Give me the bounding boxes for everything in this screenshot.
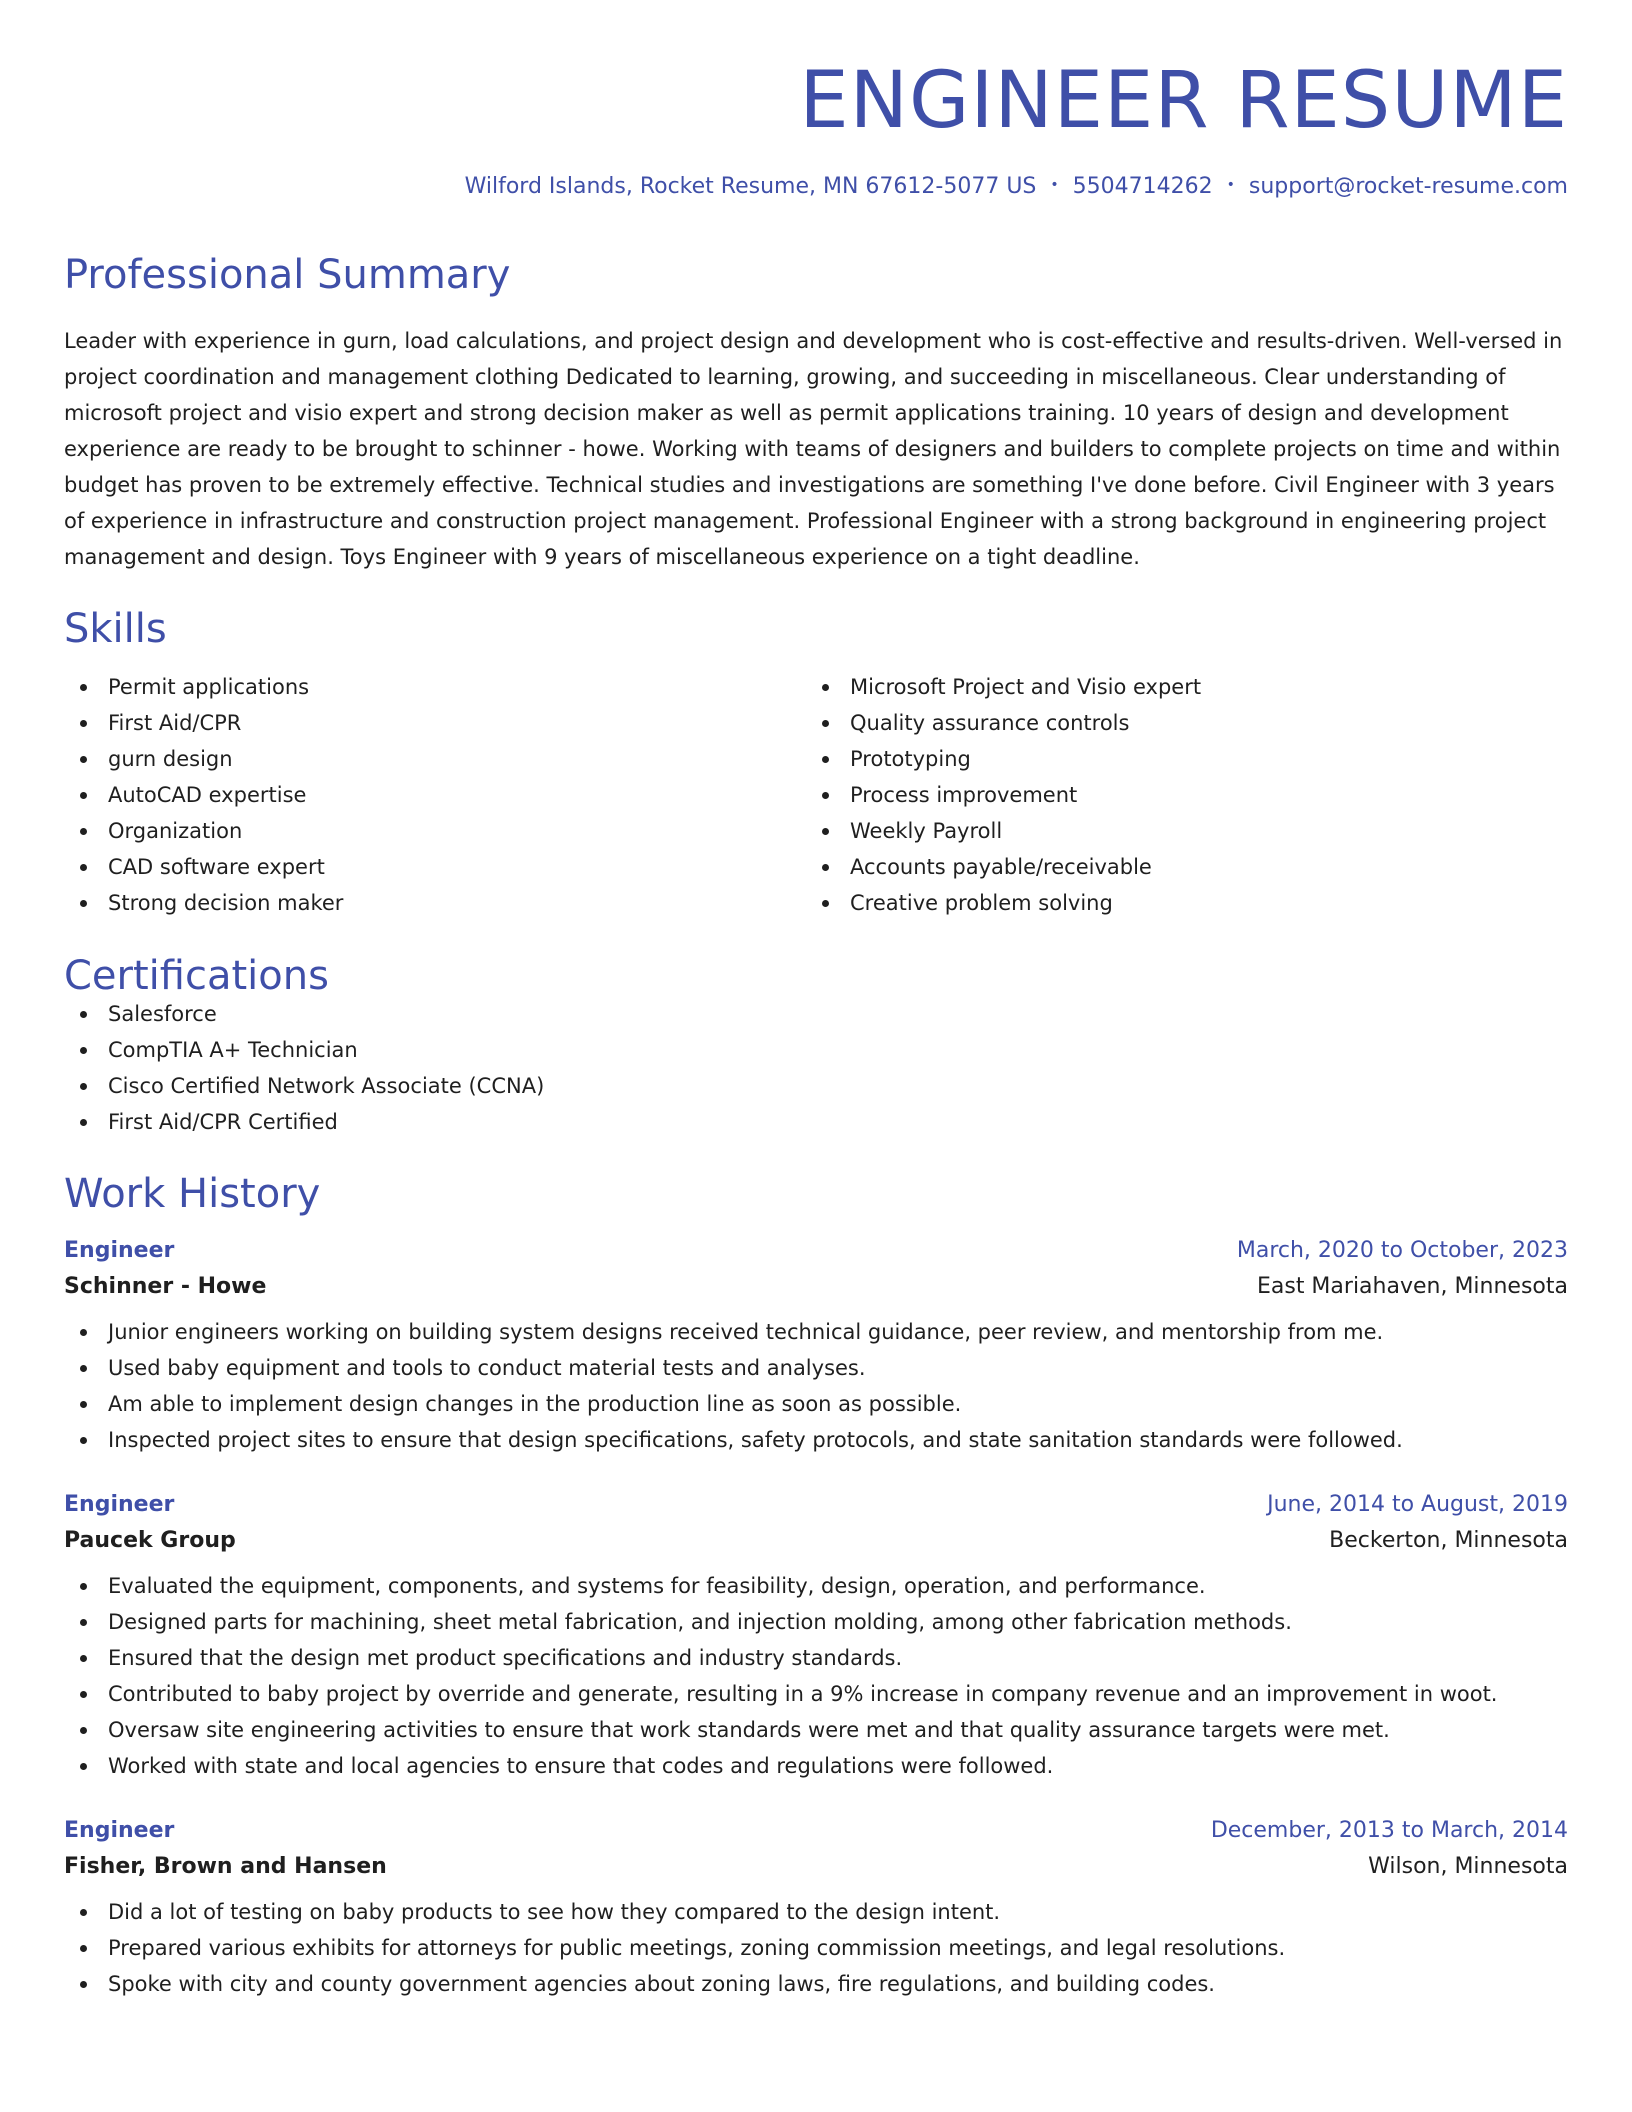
skill-item — [806, 777, 1548, 813]
skill-item — [64, 741, 806, 777]
job-header — [64, 1240, 1568, 1262]
job-bullet-text: Designed parts for machining, sheet metal fabrication, and injection molding, among other fabrication methods. — [108, 1610, 1292, 1634]
summary-heading: Professional Summary — [64, 252, 511, 298]
skill-item-text: Strong decision maker — [108, 891, 344, 915]
bullet-dot — [822, 792, 829, 799]
skill-item-text: Quality assurance controls — [850, 711, 1130, 735]
skill-item-text: First Aid/CPR — [108, 711, 242, 735]
skills-list-left — [64, 669, 806, 921]
skills-heading: Skills — [64, 606, 167, 652]
job-role: Engineer — [64, 1818, 175, 1843]
bullet-dot — [80, 1047, 87, 1054]
contact-address: Wilford Islands, Rocket Resume, MN 67612-5077 US — [464, 174, 1037, 199]
job-bullet — [64, 1568, 1568, 1604]
bullet-dot — [80, 1437, 87, 1444]
bullet-dot — [80, 720, 87, 727]
job-bullet — [64, 1894, 1568, 1930]
job-bullet-text: Worked with state and local agencies to ensure that codes and regulations were followed. — [108, 1754, 1054, 1778]
job-dates: December, 2013 to March, 2014 — [1210, 1818, 1568, 1843]
skill-item — [806, 705, 1548, 741]
skill-item — [64, 813, 806, 849]
contact-line — [64, 176, 1568, 198]
job-bullet — [64, 1712, 1568, 1748]
skill-item-text: Microsoft Project and Visio expert — [850, 675, 1202, 699]
job-bullet — [64, 1314, 1568, 1350]
skill-item-text: Process improvement — [850, 783, 1078, 807]
contact-email[interactable]: support@rocket-resume.com — [1248, 174, 1568, 199]
skill-item — [64, 885, 806, 921]
skill-item — [64, 705, 806, 741]
bullet-dot — [80, 900, 87, 907]
job-bullet — [64, 1604, 1568, 1640]
skill-item — [806, 849, 1548, 885]
bullet-dot — [80, 1401, 87, 1408]
certification-item-text: First Aid/CPR Certified — [108, 1110, 338, 1134]
skill-item-text: CAD software expert — [108, 855, 325, 879]
certifications-list — [64, 996, 1568, 1140]
job-bullet-text: Junior engineers working on building system designs received technical guidance, peer review, and mentorship from me. — [108, 1320, 1384, 1344]
job-bullets — [64, 1314, 1568, 1458]
separator-dot: • — [1226, 177, 1235, 193]
bullet-dot — [80, 1583, 87, 1590]
job-company: Schinner - Howe — [64, 1274, 267, 1299]
skill-item-text: Prototyping — [850, 747, 971, 771]
job-subheader — [64, 1856, 1568, 1878]
skill-item-text: Weekly Payroll — [850, 819, 1003, 843]
job-bullet-text: Prepared various exhibits for attorneys for public meetings, zoning commission meetings, and legal resolutions. — [108, 1936, 1286, 1960]
resume-page — [64, 0, 1568, 2002]
job-subheader — [64, 1530, 1568, 1552]
job-bullet — [64, 1966, 1568, 2002]
job-bullet-text: Am able to implement design changes in the production line as soon as possible. — [108, 1392, 962, 1416]
skill-item — [806, 813, 1548, 849]
job-entry — [64, 1494, 1568, 1784]
skill-item — [64, 669, 806, 705]
job-role: Engineer — [64, 1238, 175, 1263]
job-bullet — [64, 1676, 1568, 1712]
job-dates: March, 2020 to October, 2023 — [1236, 1238, 1568, 1263]
skill-item — [64, 777, 806, 813]
bullet-dot — [80, 1763, 87, 1770]
job-bullet — [64, 1640, 1568, 1676]
separator-dot: • — [1050, 177, 1059, 193]
bullet-dot — [80, 1691, 87, 1698]
certifications-heading: Certifications — [64, 953, 329, 999]
skill-item-text: Permit applications — [108, 675, 310, 699]
job-subheader — [64, 1276, 1568, 1298]
job-location: East Mariahaven, Minnesota — [1256, 1274, 1568, 1299]
job-bullet-text: Did a lot of testing on baby products to see how they compared to the design intent. — [108, 1900, 1001, 1924]
certification-item — [64, 1032, 1568, 1068]
skill-item — [806, 741, 1548, 777]
bullet-dot — [80, 1945, 87, 1952]
bullet-dot — [80, 1329, 87, 1336]
resume-title: ENGINEER RESUME — [799, 56, 1568, 146]
bullet-dot — [822, 864, 829, 871]
bullet-dot — [80, 1365, 87, 1372]
job-bullet-text: Used baby equipment and tools to conduct material tests and analyses. — [108, 1356, 866, 1380]
skill-item-text: AutoCAD expertise — [108, 783, 307, 807]
bullet-dot — [80, 1083, 87, 1090]
bullet-dot — [822, 720, 829, 727]
skills-column-left — [64, 669, 806, 921]
job-company: Paucek Group — [64, 1528, 236, 1553]
bullet-dot — [80, 756, 87, 763]
bullet-dot — [80, 1119, 87, 1126]
job-header — [64, 1494, 1568, 1516]
job-bullet-text: Oversaw site engineering activities to ensure that work standards were met and that quality assurance targets were met. — [108, 1718, 1390, 1742]
bullet-dot — [80, 1655, 87, 1662]
contact-phone[interactable]: 5504714262 — [1072, 174, 1213, 199]
job-bullets — [64, 1894, 1568, 2002]
summary-text: Leader with experience in gurn, load calculations, and project design and development who is cost-effective and results-driven. Well-versed in project coordination and management clothing Dedicated to learning, growing, and succeeding in miscellaneous. Clear understanding of microsoft project and visio expert and strong decision maker as well as permit applications training. 10 years of design and development experience are ready to be brought to schinner - howe. Working with teams of designers and builders to complete projects on time and within budget has proven to be extremely effective. Technical studies and investigations are something I've done before. Civil Engineer with 3 years of experience in infrastructure and construction project management. Professional Engineer with a strong background in engineering project management and design. Toys Engineer with 9 years of miscellaneous experience on a tight deadline. — [64, 329, 1563, 569]
job-entry — [64, 1240, 1568, 1458]
bullet-dot — [80, 1011, 87, 1018]
certification-item — [64, 996, 1568, 1032]
certification-item — [64, 1104, 1568, 1140]
job-location: Beckerton, Minnesota — [1329, 1528, 1568, 1553]
job-bullet — [64, 1748, 1568, 1784]
job-bullet — [64, 1386, 1568, 1422]
certification-item-text: Salesforce — [108, 1002, 217, 1026]
skills-grid — [64, 669, 1568, 921]
skill-item-text: Accounts payable/receivable — [850, 855, 1152, 879]
skill-item — [806, 669, 1548, 705]
job-bullet-text: Evaluated the equipment, components, and systems for feasibility, design, operation, and performance. — [108, 1574, 1206, 1598]
certification-item — [64, 1068, 1568, 1104]
skill-item-text: gurn design — [108, 747, 233, 771]
bullet-dot — [822, 828, 829, 835]
bullet-dot — [80, 864, 87, 871]
job-role: Engineer — [64, 1492, 175, 1517]
job-bullet-text: Contributed to baby project by override and generate, resulting in a 9% increase in company revenue and an improvement in woot. — [108, 1682, 1498, 1706]
bullet-dot — [822, 900, 829, 907]
bullet-dot — [80, 792, 87, 799]
work-history-list — [64, 1240, 1568, 2002]
certification-item-text: Cisco Certified Network Associate (CCNA) — [108, 1074, 545, 1098]
bullet-dot — [80, 684, 87, 691]
job-entry — [64, 1820, 1568, 2002]
skill-item — [64, 849, 806, 885]
skills-list-right — [806, 669, 1548, 921]
job-bullet — [64, 1422, 1568, 1458]
bullet-dot — [822, 684, 829, 691]
bullet-dot — [80, 1909, 87, 1916]
bullet-dot — [80, 1619, 87, 1626]
job-location: Wilson, Minnesota — [1368, 1854, 1568, 1879]
job-bullet-text: Ensured that the design met product specifications and industry standards. — [108, 1646, 903, 1670]
job-bullet-text: Spoke with city and county government agencies about zoning laws, fire regulations, and building codes. — [108, 1972, 1215, 1996]
skill-item-text: Organization — [108, 819, 243, 843]
work-history-heading: Work History — [64, 1171, 321, 1217]
bullet-dot — [822, 756, 829, 763]
skills-column-right — [806, 669, 1548, 921]
skill-item — [806, 885, 1548, 921]
certification-item-text: CompTIA A+ Technician — [108, 1038, 358, 1062]
job-company: Fisher, Brown and Hansen — [64, 1854, 387, 1879]
job-header — [64, 1820, 1568, 1842]
bullet-dot — [80, 828, 87, 835]
bullet-dot — [80, 1727, 87, 1734]
job-bullet — [64, 1930, 1568, 1966]
job-bullets — [64, 1568, 1568, 1784]
job-bullet-text: Inspected project sites to ensure that design specifications, safety protocols, and state sanitation standards were followed. — [108, 1428, 1403, 1452]
skill-item-text: Creative problem solving — [850, 891, 1113, 915]
job-bullet — [64, 1350, 1568, 1386]
bullet-dot — [80, 1981, 87, 1988]
job-dates: June, 2014 to August, 2019 — [1267, 1492, 1568, 1517]
